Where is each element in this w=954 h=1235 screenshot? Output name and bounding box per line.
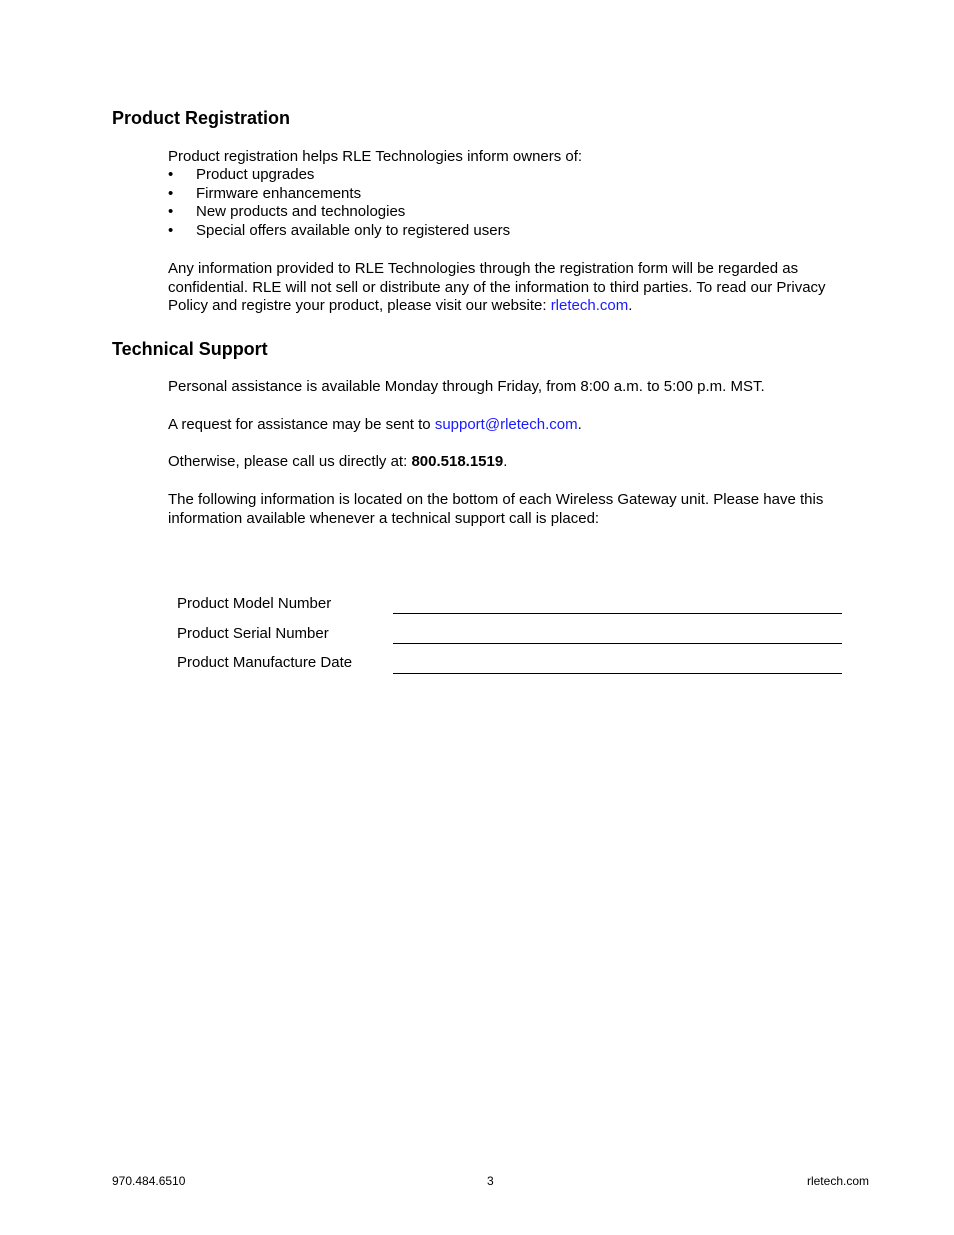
serial-number-label: Product Serial Number — [177, 625, 329, 642]
registration-benefits-list — [168, 166, 510, 240]
list-item-text: New products and technologies — [196, 203, 406, 220]
model-number-row — [177, 595, 847, 617]
support-phone: 800.518.1519 — [411, 453, 504, 470]
request-end: . — [577, 416, 582, 433]
support-hours: Personal assistance is available Monday through Friday, from 8:00 a.m. to 5:00 p.m. MST. — [168, 378, 765, 395]
website-link[interactable]: rletech.com — [550, 297, 629, 314]
footer-phone: 970.484.6510 — [112, 1174, 186, 1188]
registration-intro: Product registration helps RLE Technologies inform owners of: — [168, 148, 583, 165]
support-info-paragraph: The following information is located on the bottom of each Wireless Gateway unit. Please have this information available whenever a technical support call is placed: — [168, 491, 824, 527]
serial-number-line — [393, 643, 842, 644]
call-end: . — [503, 453, 508, 470]
manufacture-date-label: Product Manufacture Date — [177, 654, 353, 671]
request-text: A request for assistance may be sent to — [168, 416, 435, 433]
support-email-link[interactable]: support@rletech.com — [434, 416, 578, 433]
list-item — [168, 185, 510, 204]
bullet-icon: • — [168, 221, 174, 239]
list-item — [168, 203, 510, 222]
technical-support-heading: Technical Support — [112, 339, 268, 359]
model-number-line — [393, 613, 842, 614]
list-item-text: Product upgrades — [196, 166, 315, 183]
list-item — [168, 222, 510, 241]
product-registration-heading: Product Registration — [112, 108, 291, 128]
privacy-end: . — [628, 297, 633, 314]
serial-number-row — [177, 625, 847, 647]
privacy-paragraph — [168, 260, 868, 316]
list-item — [168, 166, 510, 185]
call-text: Otherwise, please call us directly at: — [168, 453, 412, 470]
privacy-text: Any information provided to RLE Technologies through the registration form will be regarded as confidential. RLE will not sell or distribute any of the information to third parties. To read our Privacy Policy and registre your product, please visit our website: — [168, 260, 826, 314]
bullet-icon: • — [168, 184, 174, 202]
support-call-paragraph — [168, 453, 868, 472]
model-number-label: Product Model Number — [177, 595, 332, 612]
footer-website: rletech.com — [806, 1174, 869, 1188]
manufacture-date-row — [177, 654, 847, 676]
support-request-paragraph — [168, 416, 868, 435]
bullet-icon: • — [168, 203, 174, 220]
footer-page-number: 3 — [487, 1174, 494, 1188]
list-item-text: Special offers available only to registered users — [196, 221, 511, 239]
list-item-text: Firmware enhancements — [196, 184, 362, 202]
manufacture-date-line — [393, 673, 842, 674]
bullet-icon: • — [168, 166, 174, 183]
